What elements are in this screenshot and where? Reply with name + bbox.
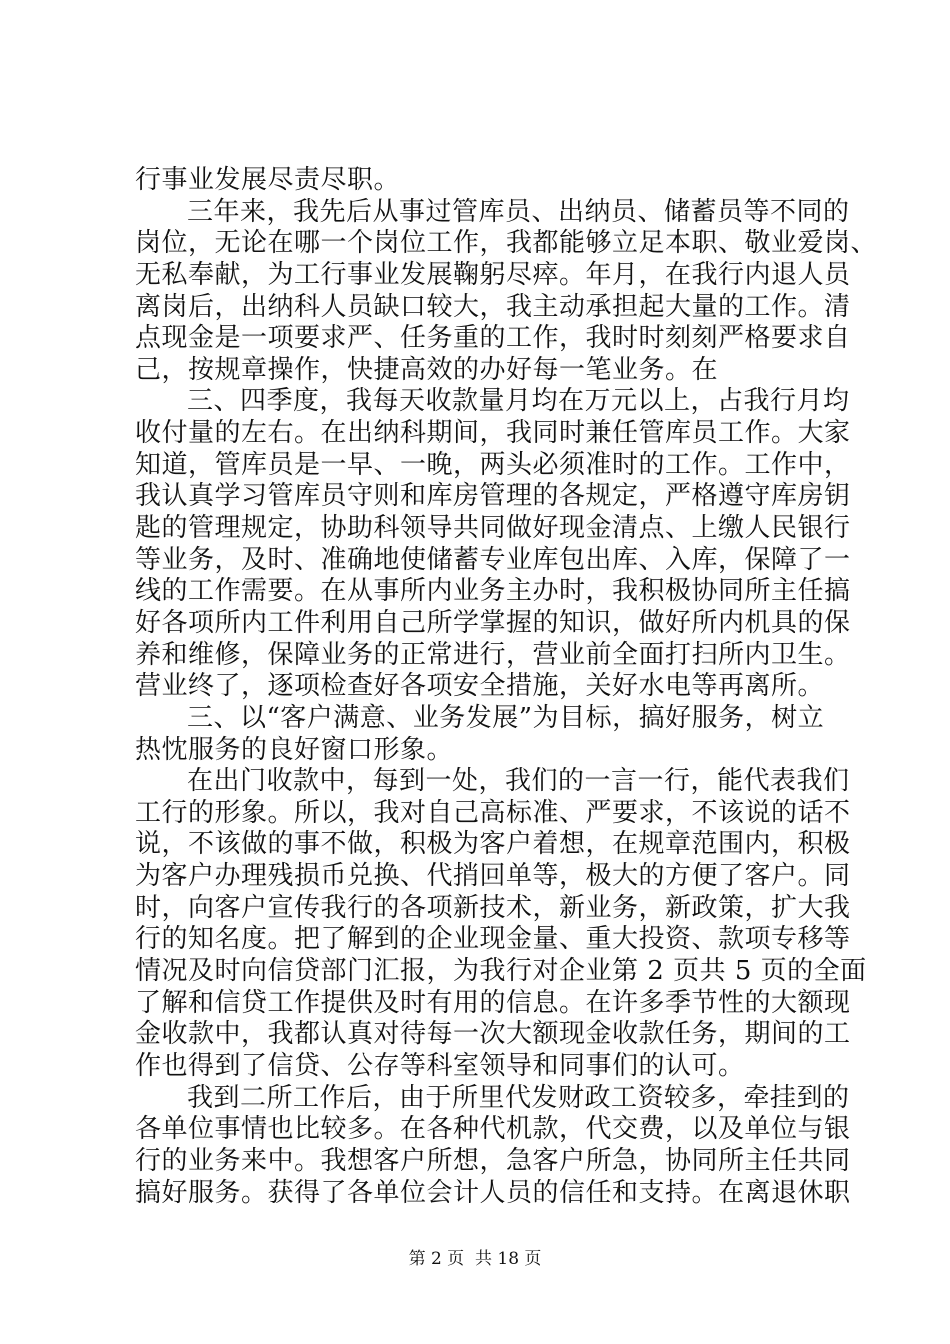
text-line: 工行的形象。所以，我对自己高标准、严要求，不该说的话不: [135, 797, 851, 828]
text-line: 线的工作需要。在从事所内业务主办时，我积极协同所主任搞: [135, 576, 851, 607]
text-line: 收付量的左右。在出纳科期间，我同时兼任管库员工作。大家: [135, 418, 851, 449]
text-line: 无私奉献，为工行事业发展鞠躬尽瘁。年月，在我行内退人员: [135, 259, 851, 290]
text-line: 在出门收款中，每到一处，我们的一言一行，能代表我们: [187, 766, 850, 797]
text-line: 点现金是一项要求严、任务重的工作，我时时刻刻严格要求自: [135, 323, 851, 354]
text-line: 我认真学习管库员守则和库房管理的各规定，严格遵守库房钥: [135, 481, 851, 512]
text-line: 情况及时向信贷部门汇报，为我行对企业第 2 页共 5 页的全面: [135, 956, 867, 987]
text-line: 了解和信贷工作提供及时有用的信息。在许多季节性的大额现: [135, 987, 851, 1018]
page-footer: [0, 1244, 950, 1269]
text-line: 养和维修，保障业务的正常进行，营业前全面打扫所内卫生。: [135, 639, 851, 670]
text-line: 为客户办理残损币兑换、代捎回单等，极大的方便了客户。同: [135, 861, 851, 892]
text-line: 时，向客户宣传我行的各项新技术，新业务，新政策，扩大我: [135, 892, 851, 923]
text-line: 行的业务来中。我想客户所想，急客户所急，协同所主任共同: [135, 1145, 851, 1176]
text-line: 离岗后，出纳科人员缺口较大，我主动承担起大量的工作。清: [135, 291, 851, 322]
text-line: 行的知名度。把了解到的企业现金量、重大投资、款项专移等: [135, 924, 851, 955]
text-line: 作也得到了信贷、公存等科室领导和同事们的认可。: [135, 1050, 745, 1081]
text-line: 搞好服务。获得了各单位会计人员的信任和支持。在离退休职: [135, 1177, 851, 1208]
text-line: 岗位，无论在哪一个岗位工作，我都能够立足本职、敬业爱岗、: [135, 228, 878, 259]
text-line: 三、四季度，我每天收款量月均在万元以上，占我行月均: [187, 386, 850, 417]
text-line: 等业务，及时、准确地使储蓄专业库包出库、入库，保障了一: [135, 544, 851, 575]
text-line: 金收款中，我都认真对待每一次大额现金收款任务，期间的工: [135, 1019, 851, 1050]
text-line: 己，按规章操作，快捷高效的办好每一笔业务。在: [135, 354, 719, 385]
text-line: 营业终了，逐项检查好各项安全措施，关好水电等再离所。: [135, 671, 825, 702]
text-line: 好各项所内工件利用自己所学掌握的知识，做好所内机具的保: [135, 607, 851, 638]
text-line: 热忱服务的良好窗口形象。: [135, 734, 454, 765]
text-line: 各单位事情也比较多。在各种代机款，代交费，以及单位与银: [135, 1114, 851, 1145]
text-line: 行事业发展尽责尽职。: [135, 165, 401, 195]
page-number-label: 第 2 页 共 18 页: [408, 1249, 542, 1269]
text-line: 三、以“客户满意、业务发展”为目标，搞好服务，树立: [187, 702, 825, 733]
text-line: 说，不该做的事不做，积极为客户着想，在规章范围内，积极: [135, 829, 851, 860]
text-line: 知道，管库员是一早、一晚，两头必须准时的工作。工作中，: [135, 449, 851, 480]
text-line: 匙的管理规定，协助科领导共同做好现金清点、上缴人民银行: [135, 513, 851, 544]
text-line: 我到二所工作后，由于所里代发财政工资较多，牵挂到的: [187, 1082, 850, 1113]
document-body: [135, 165, 878, 1209]
text-line: 三年来，我先后从事过管库员、出纳员、储蓄员等不同的: [187, 196, 850, 227]
